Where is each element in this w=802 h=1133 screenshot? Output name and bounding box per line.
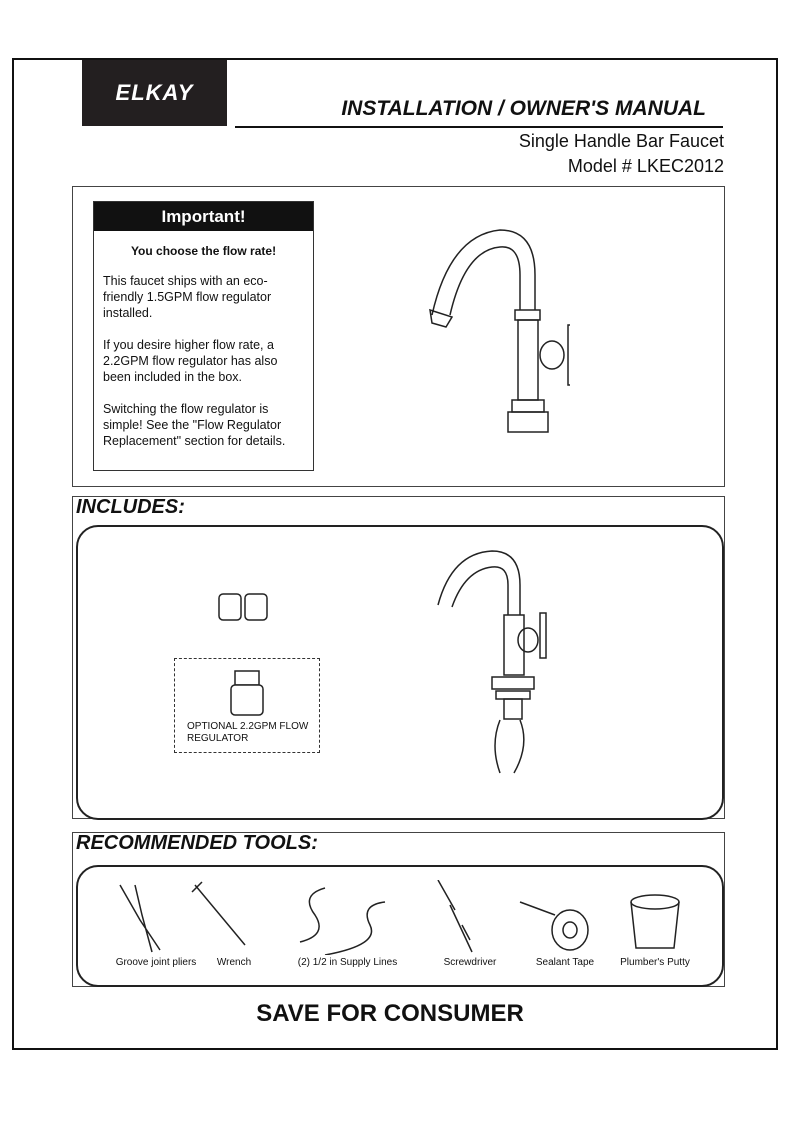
important-notice	[93, 201, 314, 471]
putty-icon	[631, 895, 679, 948]
manual-title: INSTALLATION / OWNER'S MANUAL	[341, 97, 706, 120]
important-lead: You choose the flow rate!	[130, 244, 277, 258]
included-faucet-illustration	[430, 545, 560, 780]
model-number: Model # LKEC2012	[567, 156, 724, 176]
tool-wrench-label: Wrench	[216, 957, 252, 968]
screwdriver-icon	[438, 880, 472, 952]
product-subtitle: Single Handle Bar Faucet	[518, 131, 724, 151]
title-rule	[235, 126, 723, 128]
optional-regulator-icon	[227, 669, 267, 719]
tool-pliers-label: Groove joint pliers	[115, 957, 197, 968]
pliers-icon	[120, 885, 160, 952]
tool-supply-lines-label: (2) 1/2 in Supply Lines	[297, 957, 398, 968]
important-p2: If you desire higher flow rate, a 2.2GPM flow regulator has also been included in the box.	[103, 338, 278, 384]
supply-lines-icon	[300, 888, 385, 955]
optional-regulator-label: OPTIONAL 2.2GPM FLOW REGULATOR	[187, 721, 309, 744]
important-heading: Important!	[94, 202, 313, 231]
elkay-logo: ELKAY	[82, 60, 227, 126]
sealant-tape-icon	[520, 902, 588, 950]
wrench-icon	[192, 882, 245, 945]
faucet-illustration	[420, 215, 570, 440]
optional-regulator-box	[174, 658, 320, 753]
important-p1: This faucet ships with an eco-friendly 1.5GPM flow regulator installed.	[103, 274, 272, 320]
tool-screwdriver-label: Screwdriver	[443, 957, 497, 968]
tool-sealant-tape-label: Sealant Tape	[535, 957, 595, 968]
tools-title: RECOMMENDED TOOLS:	[76, 832, 318, 854]
tool-putty-label: Plumber's Putty	[620, 957, 690, 968]
save-for-consumer: SAVE FOR CONSUMER	[256, 1000, 524, 1027]
flow-regulator-icon	[217, 592, 273, 624]
includes-title: INCLUDES:	[76, 496, 185, 518]
tool-icons	[100, 880, 720, 955]
important-p3: Switching the flow regulator is simple! See the "Flow Regulator Replacement" section for details.	[103, 402, 286, 448]
